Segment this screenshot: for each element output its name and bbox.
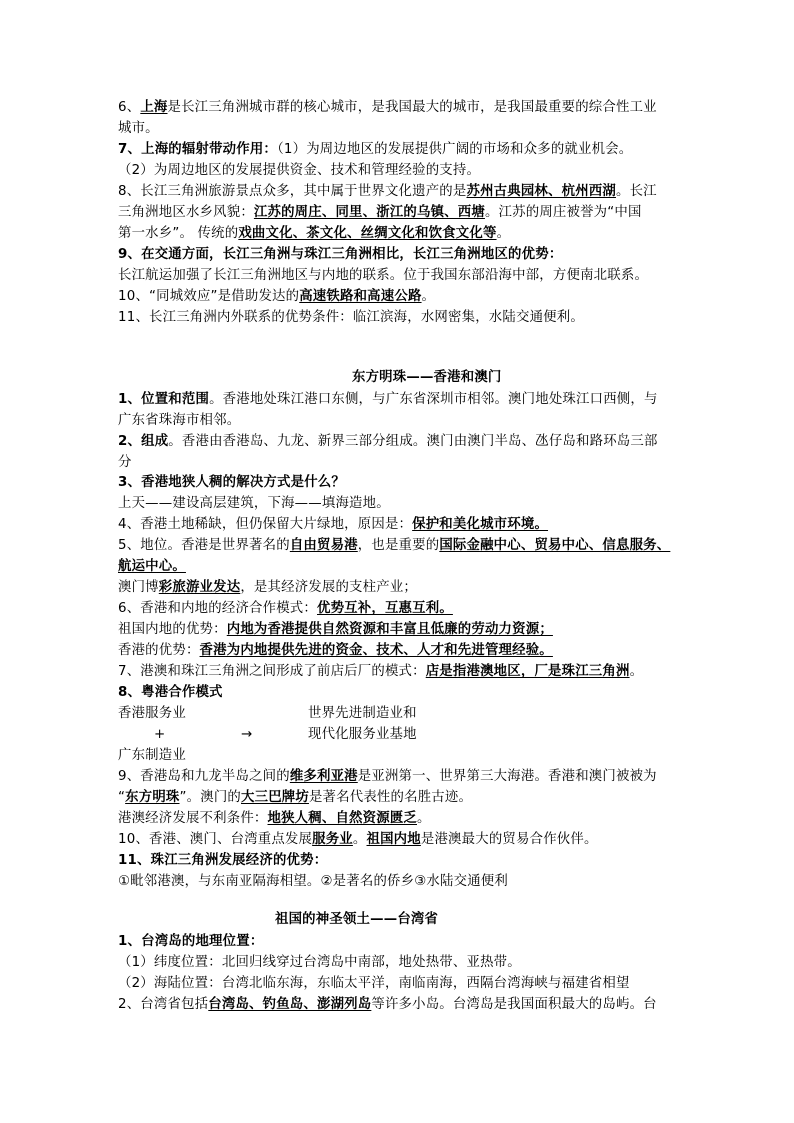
text: 是著名代表性的名胜古迹。 [308,790,473,805]
text: 祖国内地的优势： [118,622,227,637]
text: 。长江 [615,184,657,199]
text: 8、长江三角洲旅游景点众多，其中属于世界文化遗产的是 [118,184,467,199]
text-line [118,766,657,788]
text: 。 [417,811,431,826]
text-line [118,535,670,557]
text: 7、港澳和珠江三角洲之间形成了前店后厂的模式： [118,664,426,679]
text: 自由贸易港 [289,538,358,553]
text-line [118,307,584,329]
text: 保护和美化城市环境。 [412,517,549,532]
text: 港澳经济发展不利条件： [118,811,268,826]
text-line [118,389,658,411]
text-line [118,994,657,1016]
text-line [118,202,642,224]
text: 广东制造业 [118,748,186,763]
section-title: 东方明珠——香港和澳门 [352,370,502,385]
text: 第一水乡”。 传统的 [118,226,239,241]
section-title: 祖国的神圣领土——台湾省 [275,912,439,927]
text-line [118,577,417,599]
text-line [118,286,435,308]
text: 大三巴牌坊 [241,790,309,805]
text-line [118,118,159,140]
text: 。 [496,226,511,241]
text: 8、粤港合作模式 [118,685,223,700]
text: “ [118,790,126,805]
text: 11、长江三角洲内外联系的优势条件：临江滨海，水网密集，水陆交通便利。 [118,310,584,325]
text: 上天——建设高层建筑，下海——填海造地。 [118,496,390,511]
text: 是长江三角洲城市群的核心城市，是我国最大的城市，是我国最重要的综合性工业 [167,100,657,115]
text: 5、地位。香港是世界著名的 [118,538,290,553]
text: 澳门博 [118,580,159,595]
text-line [241,724,252,746]
text: 1、位置和范围 [118,392,210,407]
text: + [154,727,166,742]
text: 国际金融中心、贸易中心、信息服务、 [439,538,671,553]
text: 分 [118,455,132,470]
text: 。 [629,664,644,679]
text-line [118,787,472,809]
text: 。江苏的周庄被誉为“中国 [484,205,642,220]
text: 现代化服务业基地 [308,727,417,742]
text: ，是其经济发展的支柱产业； [240,580,418,595]
text-line [118,703,186,725]
text: 苏州古典园林、杭州西湖 [466,184,616,199]
text: 9、在交通方面，长江三角洲与珠江三角洲相比，长江三角洲地区的优势： [118,247,563,262]
text: 内地为香港提供自然资源和丰富且低廉的劳动力资源； [226,622,553,637]
text: 9、香港岛和九龙半岛之间的 [118,769,290,784]
text: 。 [352,832,367,847]
text: （2）海陆位置：台湾北临东海，东临太平洋，南临南海，西隔台湾海峡与福建省相望 [118,976,630,991]
text-line [118,244,562,266]
text: 优势互补，互惠互利。 [317,601,453,616]
text: 香港为内地提供先进的资金、技术、人才和先进管理经验。 [199,643,553,658]
text: 等许多小岛。台湾岛是我国面积最大的岛屿。台 [371,997,657,1012]
text: 世界先进制造业和 [308,706,417,721]
text-line [118,871,508,893]
text: 3、香港地狭人稠的解决方式是什么？ [118,475,345,490]
text-line [308,724,417,746]
text-line [118,139,632,161]
text: 是港澳最大的贸易合作伙伴。 [420,832,598,847]
text-line [118,640,553,662]
text: 航运中心。 [118,559,186,574]
text: → [241,727,253,742]
text: 1、台湾岛的地理位置： [118,934,264,949]
text-line [118,431,658,453]
text: 东方明珠 [125,790,180,805]
text-line [118,472,345,494]
text: 是亚洲第一、世界第三大海港。香港和澳门被被为 [357,769,657,784]
text: ，也是重要的 [357,538,440,553]
text-line [118,829,598,851]
text-line [118,97,657,119]
text: （2）为周边地区的发展提供资金、技术和管理经验的支持。 [118,163,481,178]
text-line [118,452,132,474]
text-line [154,724,165,746]
text: 地狭人稠、自然资源匮乏 [267,811,417,826]
text: 6、 [118,100,141,115]
text-line [118,598,453,620]
text: 6、香港和内地的经济合作模式： [118,601,317,616]
text: 上海 [140,100,168,115]
text: 三角洲地区水乡风貌： [118,205,254,220]
text: 2、组成 [118,434,169,449]
text: 广东省珠海市相邻。 [118,413,241,428]
text: 台湾岛、钓鱼岛、澎湖列岛 [208,997,372,1012]
text: ①毗邻港澳，与东南亚隔海相望。②是著名的侨乡③水陆交通便利 [118,874,508,889]
text-line [118,160,480,182]
text-line [118,931,263,953]
text-line [118,410,240,432]
text: 城市。 [118,121,159,136]
text-line [118,514,548,536]
text: 4、香港土地稀缺，但仍保留大片绿地，原因是： [118,517,413,532]
text: 10、“同城效应”是借助发达的 [118,289,300,304]
text: （1）纬度位置：北回归线穿过台湾岛中南部，地处热带、亚热带。 [118,955,521,970]
text: 长江航运加强了长江三角洲地区与内地的联系。位于我国东部沿海中部，方便南北联系。 [118,268,649,283]
text: 。香港地处珠江港口东侧，与广东省深圳市相邻。澳门地处珠江口西侧，与 [209,392,658,407]
text: 2、台湾省包括 [118,997,209,1012]
text-line [118,556,186,578]
text: 祖国内地 [366,832,421,847]
text-line [118,808,431,830]
text: 11、珠江三角洲发展经济的优势： [118,853,328,868]
text: 。 [421,289,436,304]
text-line [308,703,417,725]
text: 维多利亚港 [289,769,358,784]
text-line [118,223,510,245]
text-line [118,265,648,287]
text-line [118,181,657,203]
text: 店是指港澳地区，厂是珠江三角洲 [425,664,630,679]
text: 江苏的周庄、同里、浙江的乌镇、西塘 [253,205,485,220]
text-line [118,661,643,683]
text: 香港的优势： [118,643,200,658]
text: 。香港由香港岛、九龙、新界三部分组成。澳门由澳门半岛、氹仔岛和路环岛三部 [168,434,658,449]
text: 7、上海的辐射带动作用： [118,142,278,157]
text: 高速铁路和高速公路 [299,289,422,304]
text: （1）为周边地区的发展提供广阔的市场和众多的就业机会。 [277,142,633,157]
text-line [118,493,390,515]
text: 香港服务业 [118,706,186,721]
text: 彩旅游业发达 [158,580,241,595]
text: 服务业 [312,832,353,847]
text-line [118,952,521,974]
text-line [118,973,630,995]
text-line [118,850,327,872]
text: 戏曲文化、茶文化、丝绸文化和饮食文化等 [238,226,497,241]
text-line [118,745,186,767]
text: ”。澳门的 [179,790,242,805]
text-line [118,619,553,641]
text-line [118,682,223,704]
text: 10、香港、澳门、台湾重点发展 [118,832,313,847]
